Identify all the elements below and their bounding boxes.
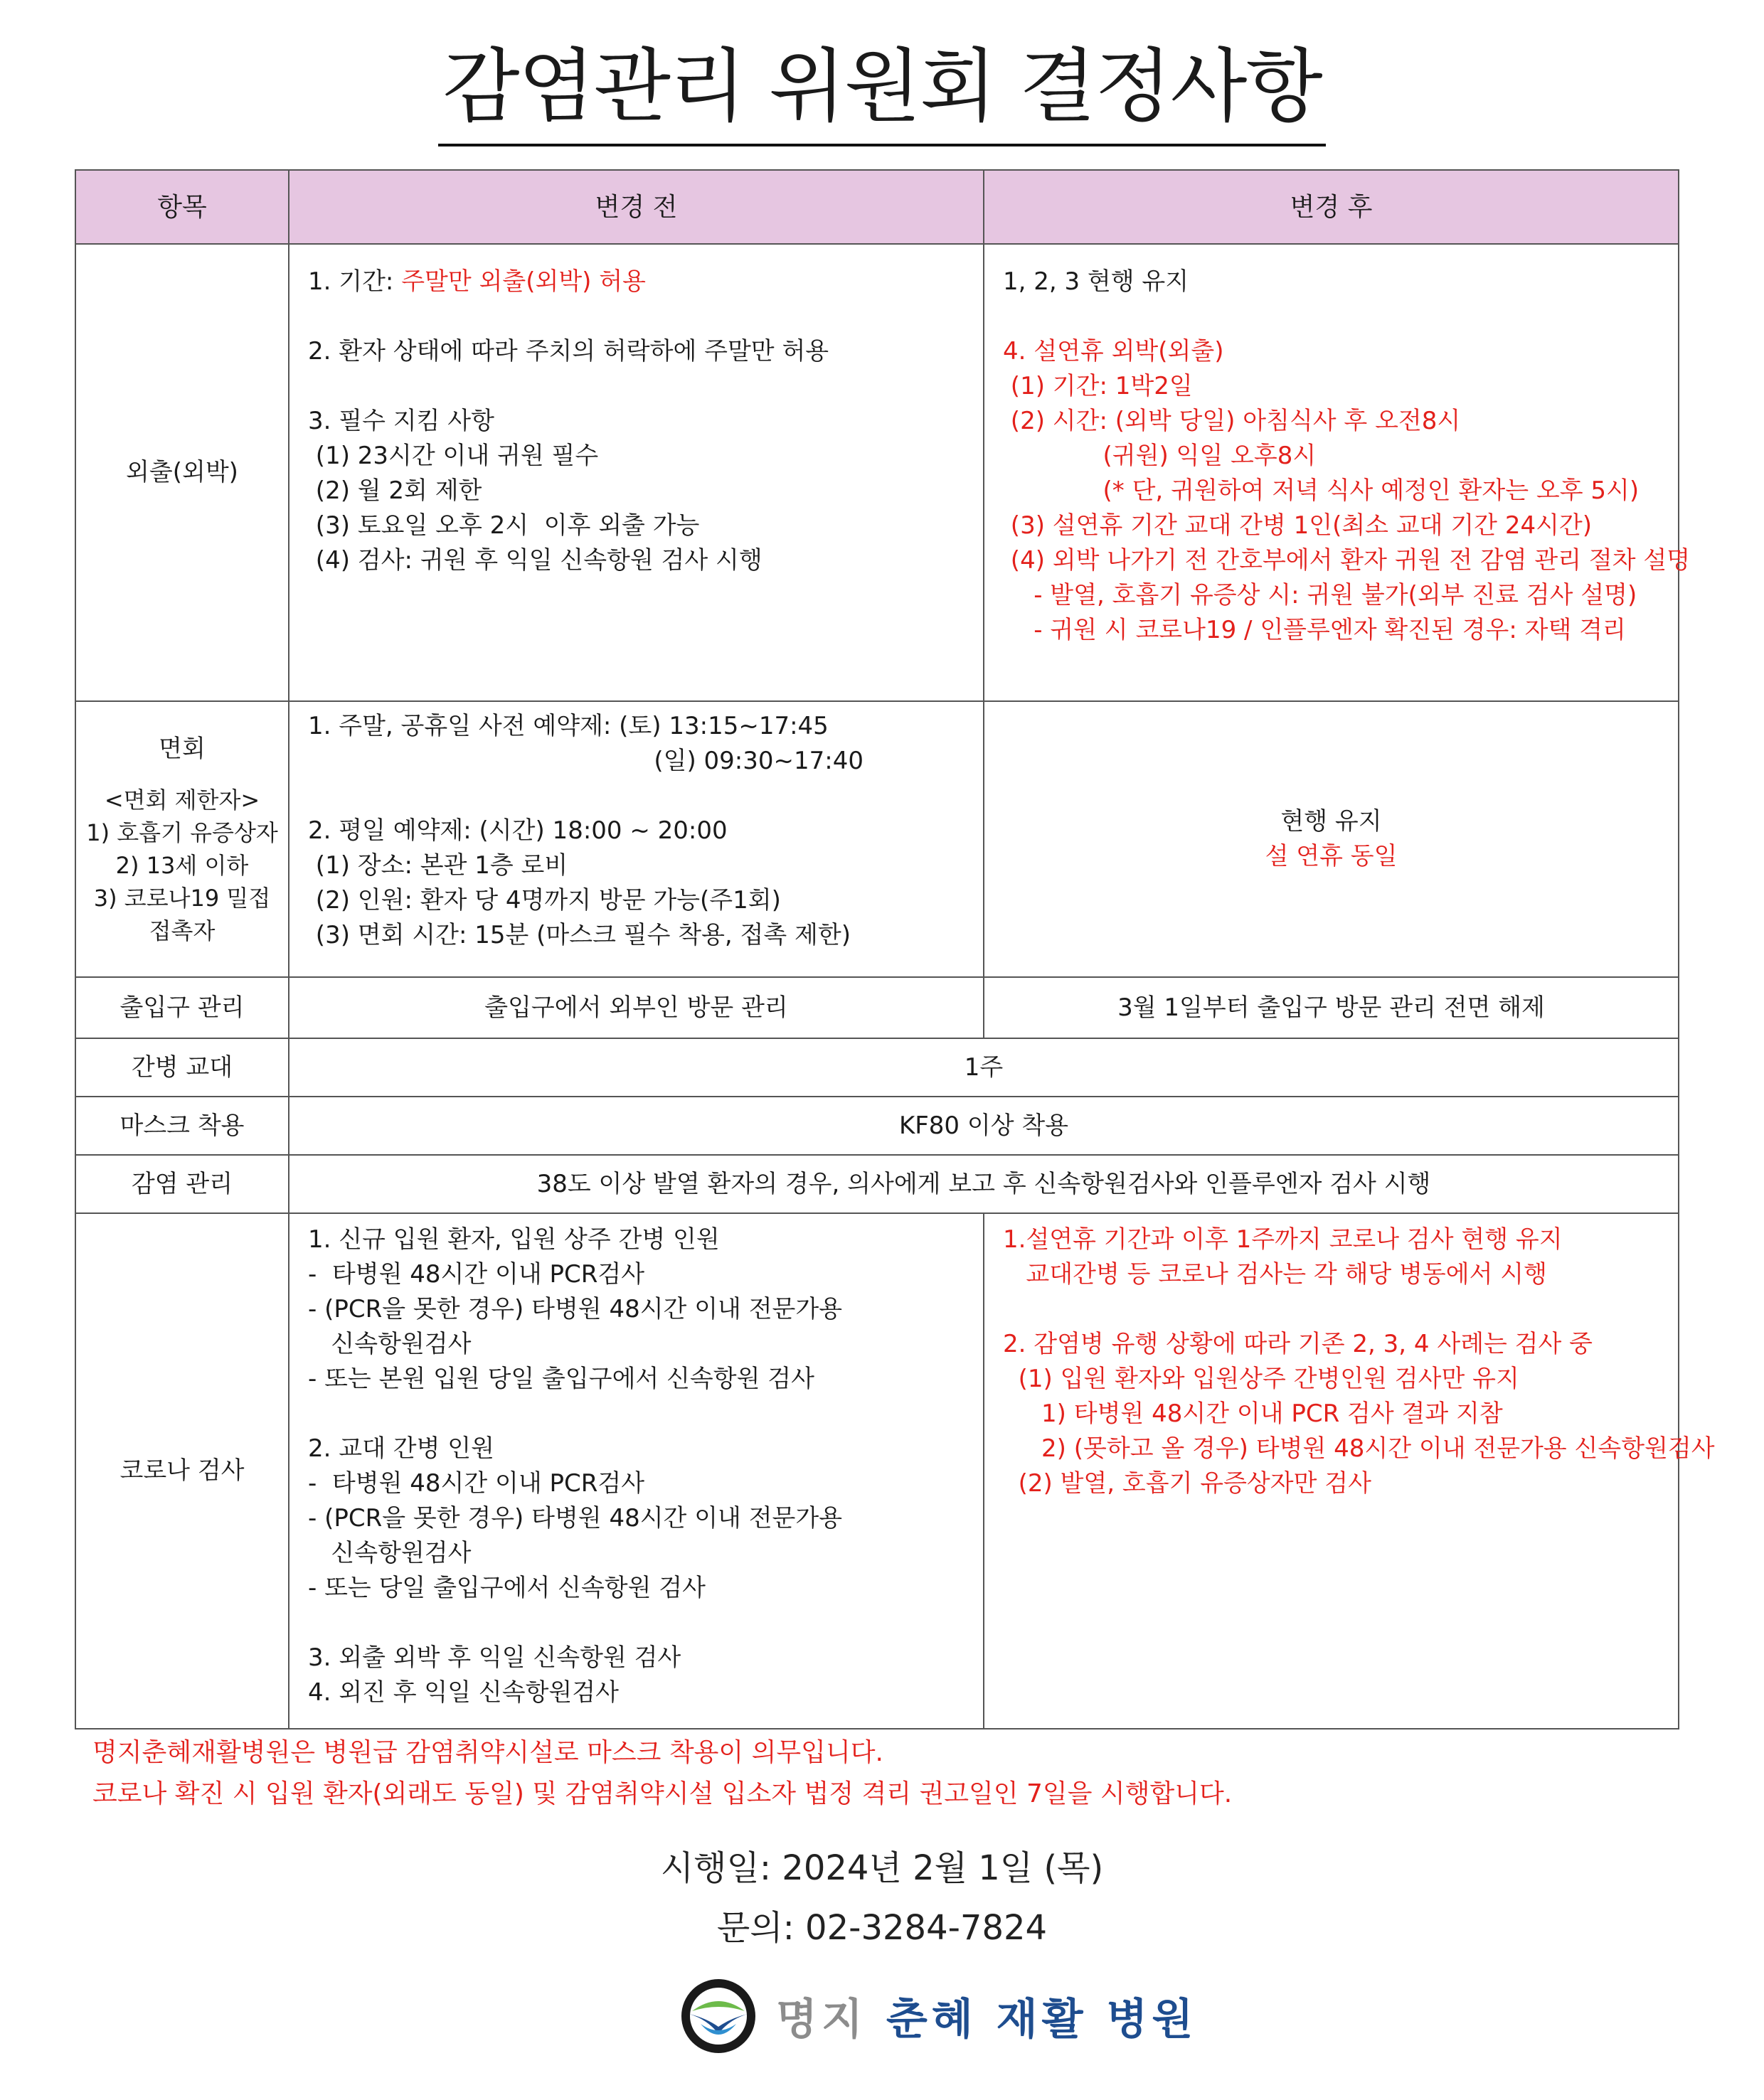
visit-after	[984, 701, 1679, 977]
table-row-outing	[75, 244, 1679, 701]
category-outing: 외출(외박)	[75, 244, 289, 701]
covid-before-line: 1. 신규 입원 환자, 입원 상주 간병 인원	[308, 1225, 720, 1254]
outing-before-line: (2) 월 2회 제한	[308, 476, 482, 505]
outing-after	[984, 244, 1691, 701]
covid-before-line: - 타병원 48시간 이내 PCR검사	[308, 1469, 645, 1498]
table-row-entrance	[75, 977, 1679, 1038]
header-after: 변경 후	[984, 170, 1679, 244]
visit-before-line: (1) 장소: 본관 1층 로비	[308, 851, 568, 880]
effective-date: 시행일: 2024년 2월 1일 (목)	[660, 1848, 1104, 1888]
hospital-logo	[679, 1977, 1197, 2055]
covid-after-line: 1) 타병원 48시간 이내 PCR 검사 결과 지참	[1003, 1400, 1503, 1428]
covid-after-line: 2) (못하고 올 경우) 타병원 48시간 이내 전문가용 신속항원검사	[1003, 1434, 1715, 1463]
visit-before	[289, 701, 984, 977]
outing-after-line: (3) 설연휴 기간 교대 간병 1인(최소 교대 기간 24시간)	[1003, 511, 1593, 540]
outing-before-line: (3) 토요일 오후 2시 이후 외출 가능	[308, 511, 700, 540]
category-visit	[75, 701, 289, 977]
outing-after-line: (4) 외박 나가기 전 간호부에서 환자 귀원 전 감염 관리 절차 설명	[1003, 546, 1691, 575]
visit-after-line: 현행 유지	[1280, 807, 1382, 836]
table-header-row	[75, 170, 1679, 244]
outing-after-line: 1, 2, 3 현행 유지	[1003, 267, 1189, 296]
hospital-name	[776, 1986, 1197, 2047]
covid-before-line: - (PCR을 못한 경우) 타병원 48시간 이내 전문가용	[308, 1504, 843, 1533]
covid-before-line: 신속항원검사	[308, 1330, 472, 1358]
covid-before-line: 신속항원검사	[308, 1539, 472, 1567]
covid-after-line: 2. 감염병 유행 상황에 따라 기존 2, 3, 4 사례는 검사 중	[1003, 1330, 1593, 1358]
footnote: 코로나 확진 시 입원 환자(외래도 동일) 및 감염취약시설 입소자 법정 격리 권고일인 7일을 시행합니다.	[92, 1779, 1233, 1808]
decision-table	[75, 169, 1715, 1729]
outing-before-line	[308, 265, 965, 299]
outing-before-l1-red: 주말만 외출(외박) 허용	[401, 267, 646, 296]
outing-before-line: (4) 검사: 귀원 후 익일 신속항원 검사 시행	[308, 546, 763, 575]
visit-before-line: (2) 인원: 환자 당 4명까지 방문 가능(주1회)	[308, 886, 781, 915]
covid-before-line: - 또는 당일 출입구에서 신속항원 검사	[308, 1574, 706, 1602]
hospital-name-gray: 명지	[776, 1995, 867, 2045]
category-caregiver: 간병 교대	[75, 1038, 289, 1097]
visit-restrict-item: 3) 코로나19 밀접	[93, 884, 271, 912]
outing-after-line: - 발열, 호흡기 유증상 시: 귀원 불가(외부 진료 검사 설명)	[1003, 581, 1637, 609]
outing-after-line: (* 단, 귀원하여 저녁 식사 예정인 환자는 오후 5시)	[1003, 476, 1640, 505]
visit-category-label: 면회	[159, 734, 206, 763]
covid-before-line: - 타병원 48시간 이내 PCR검사	[308, 1260, 645, 1289]
caregiver-value: 1주	[289, 1038, 1679, 1097]
outing-after-line: (2) 시간: (외박 당일) 아침식사 후 오전8시	[1003, 407, 1461, 435]
visit-restrict-title: <면회 제한자>	[104, 786, 260, 814]
visit-restrict-item: 1) 호흡기 유증상자	[86, 819, 278, 846]
footnotes	[92, 1732, 1232, 1815]
covid-before-line: 3. 외출 외박 후 익일 신속항원 검사	[308, 1643, 681, 1672]
outing-after-line: - 귀원 시 코로나19 / 인플루엔자 확진된 경우: 자택 격리	[1003, 616, 1626, 644]
covid-before-line: 2. 교대 간병 인원	[308, 1434, 494, 1463]
covid-after-line: (2) 발열, 호흡기 유증상자만 검사	[1003, 1469, 1371, 1498]
outing-before-line: (1) 23시간 이내 귀원 필수	[308, 442, 599, 470]
table-row-covid	[75, 1213, 1679, 1729]
mask-value: KF80 이상 착용	[289, 1097, 1679, 1155]
covid-after-line: (1) 입원 환자와 입원상주 간병인원 검사만 유지	[1003, 1365, 1519, 1393]
outing-after-line: (귀원) 익일 오후8시	[1003, 442, 1317, 470]
entrance-before: 출입구에서 외부인 방문 관리	[289, 977, 984, 1038]
entrance-after: 3월 1일부터 출입구 방문 관리 전면 해제	[984, 977, 1679, 1038]
visit-restrict-item: 2) 13세 이하	[115, 851, 249, 879]
visit-after-line: 설 연휴 동일	[1265, 842, 1398, 870]
header-item: 항목	[75, 170, 289, 244]
table-row-mask	[75, 1097, 1679, 1155]
covid-after-line: 교대간병 등 코로나 검사는 각 해당 병동에서 시행	[1003, 1260, 1547, 1289]
infection-value: 38도 이상 발열 환자의 경우, 의사에게 보고 후 신속항원검사와 인플루엔자 검사 시행	[289, 1155, 1679, 1213]
outing-before-l1-prefix: 1. 기간:	[308, 267, 402, 296]
covid-before-line: - (PCR을 못한 경우) 타병원 48시간 이내 전문가용	[308, 1295, 843, 1323]
table-row-infection	[75, 1155, 1679, 1213]
category-infection: 감염 관리	[75, 1155, 289, 1213]
page-title: 감염관리 위원회 결정사항	[438, 37, 1325, 146]
category-mask: 마스크 착용	[75, 1097, 289, 1155]
visit-before-line: 2. 평일 예약제: (시간) 18:00 ~ 20:00	[308, 816, 728, 845]
contact-info: 문의: 02-3284-7824	[716, 1908, 1048, 1948]
outing-before-line: 2. 환자 상태에 따라 주치의 허락하에 주말만 허용	[308, 337, 829, 366]
visit-restrict-item: 접촉자	[149, 917, 216, 944]
visit-before-line: 1. 주말, 공휴일 사전 예약제: (토) 13:15~17:45	[308, 712, 829, 740]
outing-before-line: 3. 필수 지킴 사항	[308, 407, 494, 435]
hospital-name-blue: 춘혜 재활 병원	[886, 1995, 1198, 2045]
covid-before	[289, 1213, 984, 1729]
table-row-caregiver	[75, 1038, 1679, 1097]
covid-before-line: 4. 외진 후 익일 신속항원검사	[308, 1678, 619, 1707]
category-entrance: 출입구 관리	[75, 977, 289, 1038]
visit-before-line: (3) 면회 시간: 15분 (마스크 필수 착용, 접촉 제한)	[308, 921, 851, 949]
outing-before	[289, 244, 984, 701]
outing-after-line: (1) 기간: 1박2일	[1003, 372, 1193, 400]
covid-after-line: 1.설연휴 기간과 이후 1주까지 코로나 검사 현행 유지	[1003, 1225, 1563, 1254]
hospital-emblem-icon	[679, 1977, 758, 2055]
page-title-wrap	[0, 37, 1764, 146]
covid-after	[984, 1213, 1715, 1729]
header-before: 변경 전	[289, 170, 984, 244]
footnote: 명지춘혜재활병원은 병원급 감염취약시설로 마스크 착용이 의무입니다.	[92, 1738, 883, 1767]
table-row-visit	[75, 701, 1679, 977]
covid-before-line: - 또는 본원 입원 당일 출입구에서 신속항원 검사	[308, 1365, 814, 1393]
outing-after-line: 4. 설연휴 외박(외출)	[1003, 337, 1224, 366]
category-covid: 코로나 검사	[75, 1213, 289, 1729]
visit-before-line: (일) 09:30~17:40	[308, 747, 864, 775]
